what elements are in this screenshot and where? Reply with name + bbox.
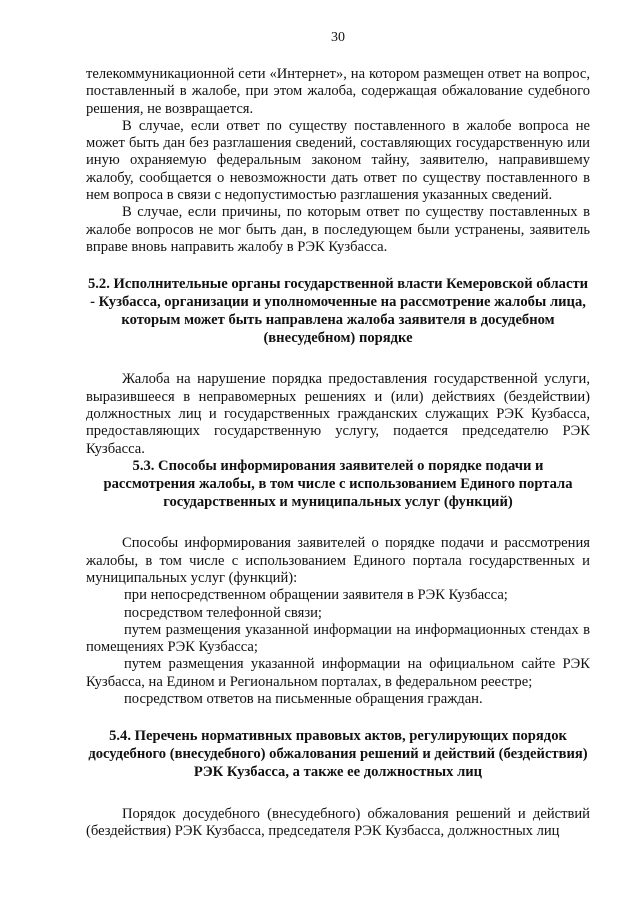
paragraph-intro-3: В случае, если причины, по которым ответ по существу поставленных в жалобе вопросов не мог быть дан, в последующем были устранены, заявитель вправе вновь направить жалобу в РЭК Кузбасса. <box>86 204 590 255</box>
list-item: путем размещения указанной информации на информационных стендах в помещениях РЭК Кузбасса; <box>86 621 590 656</box>
list-item: посредством телефонной связи; <box>124 604 322 621</box>
section-5-4-body: Порядок досудебного (внесудебного) обжалования решений и действий (бездействия) РЭК Кузбасса, председателя РЭК Кузбасса, должностных лиц <box>86 805 590 839</box>
list-item: при непосредственном обращении заявителя в РЭК Кузбасса; <box>124 587 508 604</box>
section-5-3-list <box>86 587 590 708</box>
list-item: путем размещения указанной информации на официальном сайте РЭК Кузбасса, на Едином и Региональном порталах, в федеральном реестре; <box>86 656 590 690</box>
section-5-2-heading: 5.2. Исполнительные органы государственной власти Кемеровской области - Кузбасса, организации и уполномоченные на рассмотрение жалобы лица, которым может быть направлена жалоба заявителя в досудебном (внесудебном) порядке <box>87 276 589 346</box>
section-5-3-intro: Способы информирования заявителей о порядке подачи и рассмотрения жалобы, в том числе с использованием Единого портала государственных и муниципальных услуг (функций): <box>86 535 590 586</box>
section-5-3-heading: 5.3. Способы информирования заявителей о порядке подачи и рассмотрения жалобы, в том числе с использованием Единого портала государственных и муниципальных услуг (функций) <box>103 457 573 510</box>
list-item: посредством ответов на письменные обращения граждан. <box>124 691 483 707</box>
section-5-2-body: Жалоба на нарушение порядка предоставления государственной услуги, выразившееся в неправомерных решениях и (или) действиях (бездействии) должностных лиц и государственных гражданских служащих РЭК Кузбасса, предоставляющих государственную услугу, подается председателю РЭК Кузбасса. <box>86 371 590 457</box>
paragraph-intro-2: В случае, если ответ по существу поставленного в жалобе вопроса не может быть дан без разглашения сведений, составляющих государственную или иную охраняемую федеральным законом тайну, заявителю, направившему жалобу, сообщается о невозможности дать ответ по существу поставленного в нем вопроса в связи с недопустимостью разглашения указанных сведений. <box>86 117 590 204</box>
paragraph-intro-1: телекоммуникационной сети «Интернет», на котором размещен ответ на вопрос, поставленный в жалобе, при этом жалоба, содержащая обжалование судебного решения, не возвращается. <box>86 66 590 117</box>
page-number: 30 <box>331 30 345 45</box>
section-5-4-heading: 5.4. Перечень нормативных правовых актов, регулирующих порядок досудебного (внесудебного) обжалования решений и действий (бездействия) РЭК Кузбасса, а также ее должностных лиц <box>88 728 588 780</box>
